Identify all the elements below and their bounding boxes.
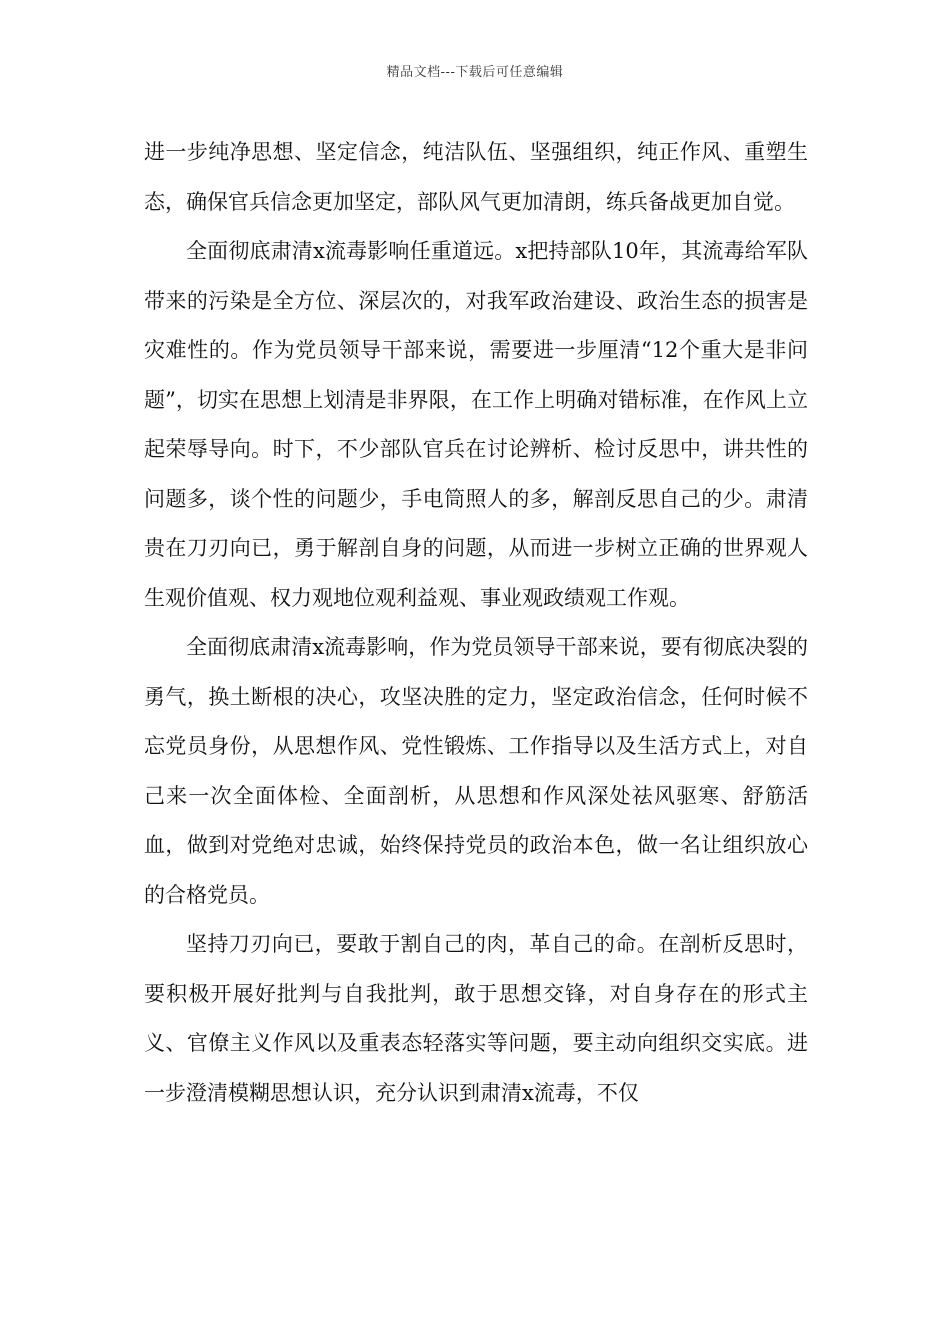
paragraph-3: 全面彻底肃清x流毒影响，作为党员领导干部来说，要有彻底决裂的勇气，换土断根的决心，攻坚决胜的定力，坚定政治信念，任何时候不忘党员身份，从思想作风、党性锻炼、工作指导以及生活方式上，对自己来一次全面体检、全面剖析，从思想和作风深处祛风驱寒、舒筋活血，做到对党绝对忠诚，始终保持党员的政治本色，做一名让组织放心的合格党员。 xyxy=(144,635,808,907)
paragraph-4: 坚持刀刃向已，要敢于割自己的肉，革自己的命。在剖析反思时，要积极开展好批判与自我批判，敢于思想交锋，对自身存在的形式主义、官僚主义作风以及重表态轻落实等问题，要主动向组织交实底。进一步澄清模糊思想认识，充分认识到肃清x流毒，不仅 xyxy=(144,932,808,1105)
paragraph-1: 进一步纯净思想、坚定信念，纯洁队伍、坚强组织，纯正作风、重塑生态，确保官兵信念更加坚定，部队风气更加清朗，练兵备战更加自觉。 xyxy=(144,140,808,214)
page-header: 精品文档---下载后可任意编辑 xyxy=(386,65,564,80)
paragraph-2: 全面彻底肃清x流毒影响任重道远。x把持部队10年，其流毒给军队带来的污染是全方位、深层次的，对我军政治建设、政治生态的损害是灾难性的。作为党员领导干部来说，需要进一步厘清“12个重大是非问题”，切实在思想上划清是非界限，在工作上明确对错标准，在作风上立起荣辱导向。时下，不少部队官兵在讨论辨析、检讨反思中，讲共性的问题多，谈个性的问题少，手电筒照人的多，解剖反思自己的少。肃清贵在刀刃向已，勇于解剖自身的问题，从而进一步树立正确的世界观人生观价值观、权力观地位观利益观、事业观政绩观工作观。 xyxy=(144,239,808,610)
document-body xyxy=(144,128,808,1118)
